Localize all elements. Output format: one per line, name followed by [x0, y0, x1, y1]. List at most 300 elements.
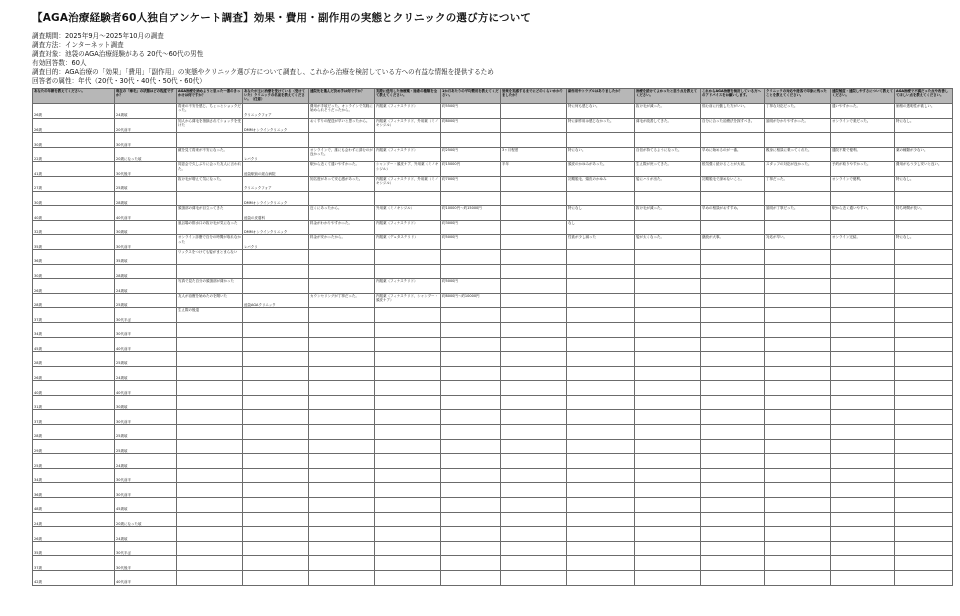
visit-cell [831, 264, 895, 279]
table-row [33, 104, 953, 119]
cost-cell [441, 381, 501, 396]
advice-cell: 初期脱毛で諦めないこと。 [701, 176, 765, 191]
side-effect-cell: 特に副作用は感じなかった。 [567, 118, 635, 133]
hair-status-cell: 30歳頃 [115, 220, 177, 235]
effect-time-cell [501, 235, 567, 250]
service-cell [765, 279, 831, 294]
table-row [33, 571, 953, 586]
clinic-cell [243, 366, 309, 381]
complaint-cell [895, 249, 953, 264]
complaint-cell: 特になし。 [895, 235, 953, 250]
trigger-cell: 写真で見た自分の頭頂部が薄かった [177, 279, 243, 294]
effect-time-cell [501, 352, 567, 367]
effect-time-cell [501, 483, 567, 498]
side-effect-cell [567, 571, 635, 586]
benefit-cell: 抜け毛が減った。 [635, 104, 701, 119]
effect-time-cell [501, 133, 567, 148]
reason-cell [309, 352, 375, 367]
complaint-cell [895, 439, 953, 454]
effect-time-cell [501, 454, 567, 469]
reason-cell: おくすりの配送が早いと思ったから。 [309, 118, 375, 133]
service-cell [765, 468, 831, 483]
treatment-cell: 外用薬（ミノキシジル） [375, 206, 441, 221]
treatment-cell [375, 498, 441, 513]
table-row [33, 308, 953, 323]
benefit-cell [635, 381, 701, 396]
complaint-cell: 特になし。 [895, 176, 953, 191]
side-effect-cell [567, 279, 635, 294]
hair-status-cell: 28歳頃 [115, 264, 177, 279]
column-header: あなたの年齢を教えてください。 [33, 89, 115, 104]
advice-cell: 継続が大事。 [701, 235, 765, 250]
age-cell: 28歳 [33, 425, 115, 440]
visit-cell [831, 527, 895, 542]
effect-time-cell [501, 556, 567, 571]
benefit-cell [635, 191, 701, 206]
advice-cell [701, 483, 765, 498]
visit-cell: オンライン完結。 [831, 235, 895, 250]
table-row [33, 352, 953, 367]
age-cell: 36歳 [33, 249, 115, 264]
trigger-cell: 生え際の後退 [177, 308, 243, 323]
hair-status-cell: 30代前半 [115, 322, 177, 337]
clinic-cell [243, 264, 309, 279]
advice-cell [701, 381, 765, 396]
complaint-cell [895, 366, 953, 381]
hair-status-cell: 25歳頃 [115, 293, 177, 308]
trigger-cell [177, 191, 243, 206]
side-effect-cell [567, 366, 635, 381]
reason-cell [309, 366, 375, 381]
column-header: これからAGA治療を検討している方へのアドバイスをお願いします。 [701, 89, 765, 104]
benefit-cell [635, 468, 701, 483]
side-effect-cell: 性欲が少し減った [567, 235, 635, 250]
cost-cell [441, 352, 501, 367]
side-effect-cell [567, 556, 635, 571]
advice-cell [701, 425, 765, 440]
column-header: 通院頻度・通院しやすさについて教えてください。 [831, 89, 895, 104]
age-cell: 30歳 [33, 264, 115, 279]
trigger-cell [177, 133, 243, 148]
trigger-cell [177, 541, 243, 556]
effect-time-cell: 3ヶ月程度 [501, 147, 567, 162]
age-cell: 32歳 [33, 220, 115, 235]
effect-time-cell [501, 541, 567, 556]
treatment-cell [375, 337, 441, 352]
service-cell [765, 220, 831, 235]
trigger-cell: 同窓会で久しぶりに会った友人に言われた。 [177, 162, 243, 177]
effect-time-cell [501, 249, 567, 264]
service-cell [765, 293, 831, 308]
side-effect-cell [567, 527, 635, 542]
treatment-cell [375, 249, 441, 264]
trigger-cell [177, 352, 243, 367]
cost-cell [441, 410, 501, 425]
complaint-cell [895, 264, 953, 279]
service-cell [765, 366, 831, 381]
age-cell: 28歳 [33, 352, 115, 367]
complaint-cell [895, 395, 953, 410]
visit-cell [831, 541, 895, 556]
treatment-cell: 内服薬（フィナステリド、外用薬（ミノキシジル） [375, 118, 441, 133]
hair-status-cell: 25歳頃 [115, 425, 177, 440]
hair-status-cell: 24歳頃 [115, 454, 177, 469]
benefit-cell [635, 541, 701, 556]
trigger-cell: 鏡を見て将来が不安になった。 [177, 147, 243, 162]
meta-method: 調査方法：インターネット調査 [32, 41, 124, 50]
clinic-cell [243, 352, 309, 367]
advice-cell [701, 556, 765, 571]
side-effect-cell [567, 322, 635, 337]
hair-status-cell: 30歳頃 [115, 395, 177, 410]
column-header: 1か月あたりの平均費用を教えてください。 [441, 89, 501, 104]
service-cell [765, 191, 831, 206]
side-effect-cell: なし [567, 220, 635, 235]
column-header: AGA治療で不満だった点や改善してほしい点を教えてください。 [895, 89, 953, 104]
side-effect-cell [567, 133, 635, 148]
treatment-cell [375, 191, 441, 206]
hair-status-cell: 24歳頃 [115, 366, 177, 381]
hair-status-cell: 35歳頃 [115, 249, 177, 264]
table-row [33, 293, 953, 308]
reason-cell [309, 556, 375, 571]
treatment-cell: 内服薬（フィナステリド） [375, 279, 441, 294]
age-cell: 37歳 [33, 410, 115, 425]
effect-time-cell [501, 381, 567, 396]
effect-time-cell [501, 425, 567, 440]
age-cell: 30歳 [33, 191, 115, 206]
trigger-cell: 風呂場の排水口の抜け毛が気になった [177, 220, 243, 235]
treatment-cell [375, 454, 441, 469]
cost-cell [441, 541, 501, 556]
benefit-cell [635, 483, 701, 498]
complaint-cell [895, 191, 953, 206]
trigger-cell: オンライン診療で自分の時間が取れなかった [177, 235, 243, 250]
complaint-cell [895, 322, 953, 337]
visit-cell [831, 381, 895, 396]
trigger-cell [177, 381, 243, 396]
advice-cell [701, 322, 765, 337]
effect-time-cell [501, 118, 567, 133]
trigger-cell [177, 527, 243, 542]
side-effect-cell [567, 512, 635, 527]
reason-cell [309, 527, 375, 542]
treatment-cell [375, 308, 441, 323]
complaint-cell: 薬の種類が少ない。 [895, 147, 953, 162]
side-effect-cell [567, 191, 635, 206]
cost-cell: 約5000円 [441, 279, 501, 294]
benefit-cell [635, 556, 701, 571]
reason-cell: 駅から近くて通いやすかった。 [309, 162, 375, 177]
treatment-cell [375, 366, 441, 381]
table-row [33, 162, 953, 177]
benefit-cell [635, 512, 701, 527]
complaint-cell [895, 483, 953, 498]
reason-cell [309, 439, 375, 454]
service-cell [765, 249, 831, 264]
advice-cell: 早めの相談がおすすめ。 [701, 206, 765, 221]
side-effect-cell [567, 439, 635, 454]
visit-cell [831, 439, 895, 454]
trigger-cell [177, 483, 243, 498]
advice-cell [701, 279, 765, 294]
table-row [33, 425, 953, 440]
table-row [33, 366, 953, 381]
complaint-cell [895, 220, 953, 235]
table-row [33, 249, 953, 264]
table-row [33, 439, 953, 454]
table-row [33, 176, 953, 191]
complaint-cell: 費用がもう少し安いと良い。 [895, 162, 953, 177]
cost-cell [441, 322, 501, 337]
visit-cell [831, 366, 895, 381]
cost-cell [441, 468, 501, 483]
survey-meta [32, 32, 494, 87]
benefit-cell [635, 279, 701, 294]
cost-cell: 約15000円 [441, 162, 501, 177]
service-cell: 対応が早い。 [765, 235, 831, 250]
treatment-cell: 内服薬（フィナステリド） [375, 220, 441, 235]
effect-time-cell [501, 410, 567, 425]
service-cell [765, 483, 831, 498]
hair-status-cell: 45歳頃 [115, 498, 177, 513]
visit-cell [831, 337, 895, 352]
side-effect-cell: 特に何も感じない。 [567, 104, 635, 119]
trigger-cell [177, 395, 243, 410]
complaint-cell [895, 541, 953, 556]
visit-cell: オンラインで便利。 [831, 176, 895, 191]
service-cell [765, 527, 831, 542]
advice-cell [701, 220, 765, 235]
age-cell: 28歳 [33, 293, 115, 308]
visit-cell [831, 512, 895, 527]
trigger-cell [177, 512, 243, 527]
benefit-cell [635, 264, 701, 279]
age-cell: 35歳 [33, 541, 115, 556]
visit-cell [831, 308, 895, 323]
advice-cell [701, 293, 765, 308]
age-cell: 26歳 [33, 366, 115, 381]
clinic-cell [243, 483, 309, 498]
age-cell: 22歳 [33, 147, 115, 162]
benefit-cell [635, 322, 701, 337]
visit-cell [831, 293, 895, 308]
treatment-cell [375, 571, 441, 586]
table-row [33, 395, 953, 410]
cost-cell [441, 308, 501, 323]
age-cell: 48歳 [33, 498, 115, 513]
table-row [33, 118, 953, 133]
hair-status-cell: 25歳頃 [115, 439, 177, 454]
treatment-cell [375, 264, 441, 279]
trigger-cell [177, 264, 243, 279]
column-header: 効果を実感するまでにどのくらいかかりましたか？ [501, 89, 567, 104]
visit-cell [831, 483, 895, 498]
advice-cell [701, 527, 765, 542]
meta-purpose: 調査目的：AGA治療の「効果」「費用」「副作用」の実態やクリニック選び方について調査し、これから治療を検討している方への有益な情報を提供するため [32, 68, 494, 77]
trigger-cell [177, 454, 243, 469]
service-cell [765, 425, 831, 440]
age-cell: 26歳 [33, 104, 115, 119]
age-cell: 36歳 [33, 483, 115, 498]
side-effect-cell [567, 293, 635, 308]
complaint-cell [895, 454, 953, 469]
complaint-cell [895, 133, 953, 148]
age-cell: 42歳 [33, 571, 115, 586]
treatment-cell [375, 468, 441, 483]
column-header: AGA治療を始めようと思った一番のきっかけは何ですか？ [177, 89, 243, 104]
clinic-cell [243, 468, 309, 483]
column-header: 副作用やトラブルはありましたか？ [567, 89, 635, 104]
clinic-cell: 池袋の皮膚科 [243, 206, 309, 221]
cost-cell: 約7000円 [441, 176, 501, 191]
benefit-cell [635, 410, 701, 425]
trigger-cell [177, 366, 243, 381]
benefit-cell [635, 439, 701, 454]
age-cell: 34歳 [33, 468, 115, 483]
treatment-cell [375, 483, 441, 498]
advice-cell: 根気強く続けることが大切。 [701, 162, 765, 177]
benefit-cell [635, 133, 701, 148]
side-effect-cell: 頭皮のかゆみがあった。 [567, 162, 635, 177]
side-effect-cell [567, 425, 635, 440]
hair-status-cell: 40代前半 [115, 381, 177, 396]
reason-cell [309, 322, 375, 337]
effect-time-cell [501, 279, 567, 294]
cost-cell [441, 527, 501, 542]
effect-time-cell [501, 498, 567, 513]
treatment-cell [375, 133, 441, 148]
age-cell: 31歳 [33, 395, 115, 410]
table-row [33, 454, 953, 469]
meta-attributes: 回答者の属性：年代（20代・30代・40代・50代・60代） [32, 77, 206, 86]
advice-cell [701, 366, 765, 381]
hair-status-cell: 30代前半 [115, 483, 177, 498]
visit-cell [831, 352, 895, 367]
advice-cell [701, 191, 765, 206]
clinic-cell: レバクリ [243, 235, 309, 250]
visit-cell [831, 571, 895, 586]
hair-status-cell: 40代前半 [115, 571, 177, 586]
side-effect-cell [567, 264, 635, 279]
cost-cell [441, 264, 501, 279]
cost-cell [441, 512, 501, 527]
complaint-cell [895, 308, 953, 323]
benefit-cell [635, 352, 701, 367]
visit-cell: オンラインで楽だった。 [831, 118, 895, 133]
advice-cell [701, 264, 765, 279]
treatment-cell: シャンプー・頭皮ケア、外用薬（ミノキシジル） [375, 162, 441, 177]
cost-cell: 約10000円〜約15000円 [441, 206, 501, 221]
effect-time-cell [501, 527, 567, 542]
treatment-cell: 内服薬（フィナステリド） [375, 147, 441, 162]
clinic-cell [243, 541, 309, 556]
service-cell [765, 337, 831, 352]
service-cell [765, 308, 831, 323]
clinic-cell: クリニックフォア [243, 104, 309, 119]
side-effect-cell [567, 498, 635, 513]
complaint-cell [895, 527, 953, 542]
benefit-cell [635, 220, 701, 235]
effect-time-cell [501, 191, 567, 206]
reason-cell [309, 468, 375, 483]
service-cell [765, 541, 831, 556]
treatment-cell: 内服薬（フィナステリド） [375, 104, 441, 119]
reason-cell [309, 571, 375, 586]
trigger-cell: 友人が治療を始めたのを聞いた [177, 293, 243, 308]
table-row [33, 279, 953, 294]
benefit-cell [635, 308, 701, 323]
hair-status-cell: 25歳頃 [115, 352, 177, 367]
benefit-cell: 髪が太くなった。 [635, 235, 701, 250]
benefit-cell: 髪にハリが出た。 [635, 176, 701, 191]
table-row [33, 235, 953, 250]
service-cell [765, 556, 831, 571]
age-cell: 45歳 [33, 337, 115, 352]
benefit-cell [635, 249, 701, 264]
effect-time-cell [501, 104, 567, 119]
reason-cell: 近くにあったから。 [309, 206, 375, 221]
document-title: 【AGA治療経験者60人独自アンケート調査】効果・費用・副作用の実態とクリニックの選び方について [32, 12, 532, 24]
service-cell [765, 133, 831, 148]
complaint-cell [895, 512, 953, 527]
effect-time-cell [501, 468, 567, 483]
side-effect-cell [567, 468, 635, 483]
age-cell: 26歳 [33, 279, 115, 294]
complaint-cell [895, 425, 953, 440]
side-effect-cell: 特にない。 [567, 147, 635, 162]
column-header: クリニックの対応や接客で印象に残ったことを教えてください。 [765, 89, 831, 104]
table-row [33, 133, 953, 148]
effect-time-cell [501, 176, 567, 191]
effect-time-cell: 半年 [501, 162, 567, 177]
side-effect-cell [567, 381, 635, 396]
visit-cell [831, 556, 895, 571]
treatment-cell [375, 425, 441, 440]
clinic-cell [243, 410, 309, 425]
cost-cell [441, 556, 501, 571]
side-effect-cell [567, 483, 635, 498]
reason-cell: 料金がわかりやすかった。 [309, 220, 375, 235]
benefit-cell [635, 337, 701, 352]
age-cell: 34歳 [33, 322, 115, 337]
benefit-cell [635, 425, 701, 440]
clinic-cell [243, 527, 309, 542]
trigger-cell [177, 439, 243, 454]
meta-count: 有効回答数：60人 [32, 59, 87, 68]
complaint-cell [895, 571, 953, 586]
benefit-cell [635, 366, 701, 381]
service-cell [765, 498, 831, 513]
reason-cell [309, 264, 375, 279]
complaint-cell [895, 337, 953, 352]
treatment-cell [375, 381, 441, 396]
reason-cell [309, 512, 375, 527]
clinic-cell: DMMオンラインクリニック [243, 220, 309, 235]
effect-time-cell [501, 571, 567, 586]
clinic-cell [243, 381, 309, 396]
age-cell: 26歳 [33, 527, 115, 542]
hair-status-cell: 30代前半 [115, 410, 177, 425]
advice-cell: 自分に合った治療法を探すべき。 [701, 118, 765, 133]
treatment-cell [375, 512, 441, 527]
benefit-cell [635, 498, 701, 513]
side-effect-cell [567, 249, 635, 264]
complaint-cell [895, 352, 953, 367]
visit-cell [831, 322, 895, 337]
clinic-cell: クリニックフォア [243, 176, 309, 191]
advice-cell [701, 439, 765, 454]
